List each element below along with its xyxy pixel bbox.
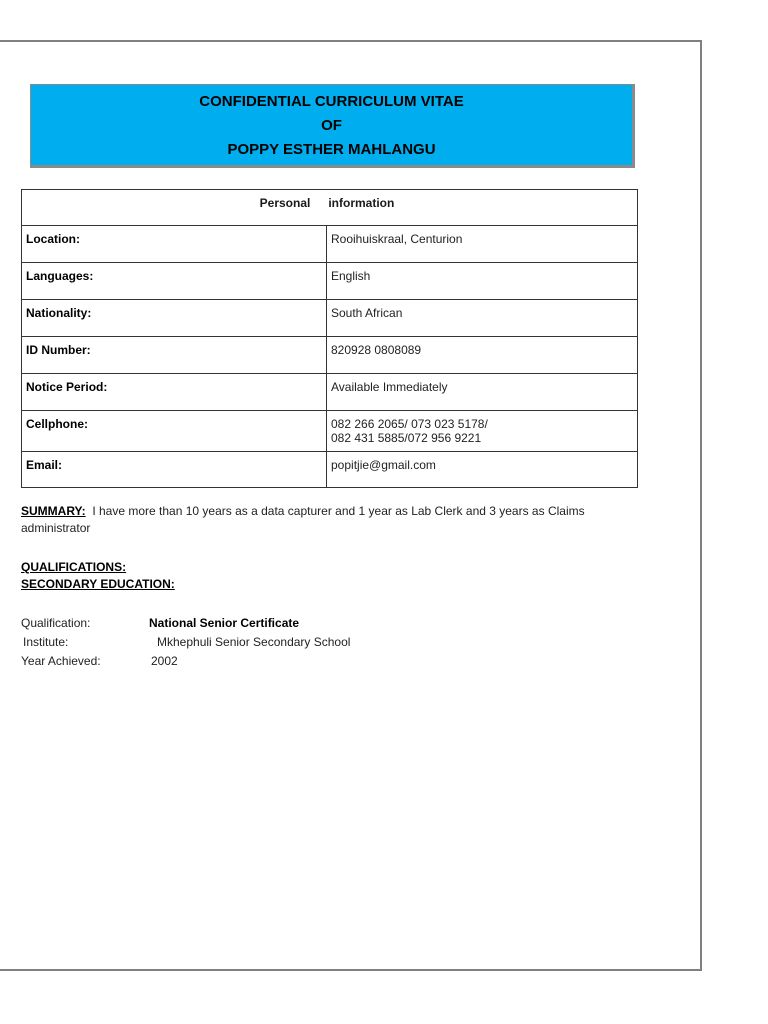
qualifications-heading-block [21, 559, 175, 593]
cellphone-value [327, 411, 638, 452]
summary-text: I have more than 10 years as a data capturer and 1 year as Lab Clerk and 3 years as Claims administrator [21, 504, 585, 535]
languages-label: Languages: [22, 263, 327, 300]
id-number-label: ID Number: [22, 337, 327, 374]
cellphone-label: Cellphone: [22, 411, 327, 452]
summary-label: SUMMARY: [21, 504, 86, 518]
table-header-row [22, 190, 638, 226]
location-value: Rooihuiskraal, Centurion [327, 226, 638, 263]
email-value: popitjie@gmail.com [327, 452, 638, 488]
table-row [22, 452, 638, 488]
year-achieved-value: 2002 [151, 654, 178, 668]
table-row [22, 337, 638, 374]
cv-title-of: OF [321, 117, 342, 134]
qualifications-heading: QUALIFICATIONS: [21, 560, 127, 574]
table-row [22, 411, 638, 452]
email-label: Email: [22, 452, 327, 488]
qualification-value: National Senior Certificate [149, 616, 300, 630]
nationality-label: Nationality: [22, 300, 327, 337]
institute-key: Institute: [23, 635, 69, 649]
cellphone-numbers-line: 082 431 5885/072 956 9221 [331, 431, 482, 445]
notice-period-value: Available Immediately [327, 374, 638, 411]
qualification-key: Qualification: [21, 616, 91, 630]
summary-section [21, 503, 641, 537]
table-header [22, 190, 638, 226]
id-number-value: 820928 0808089 [327, 337, 638, 374]
languages-value: English [327, 263, 638, 300]
personal-information-table [21, 189, 638, 488]
cellphone-numbers-line: 082 266 2065/ 073 023 5178/ [331, 417, 488, 431]
table-header-word: Personal [259, 196, 311, 210]
table-row [22, 300, 638, 337]
cv-title-line: CONFIDENTIAL CURRICULUM VITAE [199, 93, 464, 110]
nationality-value: South African [327, 300, 638, 337]
cv-title-banner [30, 84, 635, 168]
table-row [22, 226, 638, 263]
secondary-education-heading: SECONDARY EDUCATION: [21, 577, 175, 591]
location-label: Location: [22, 226, 327, 263]
table-row [22, 263, 638, 300]
table-row [22, 374, 638, 411]
institute-value: Mkhephuli Senior Secondary School [157, 635, 351, 649]
year-achieved-key: Year Achieved: [21, 654, 101, 668]
notice-period-label: Notice Period: [22, 374, 327, 411]
candidate-name: POPPY ESTHER MAHLANGU [227, 141, 436, 158]
table-header-word: information [328, 196, 395, 210]
